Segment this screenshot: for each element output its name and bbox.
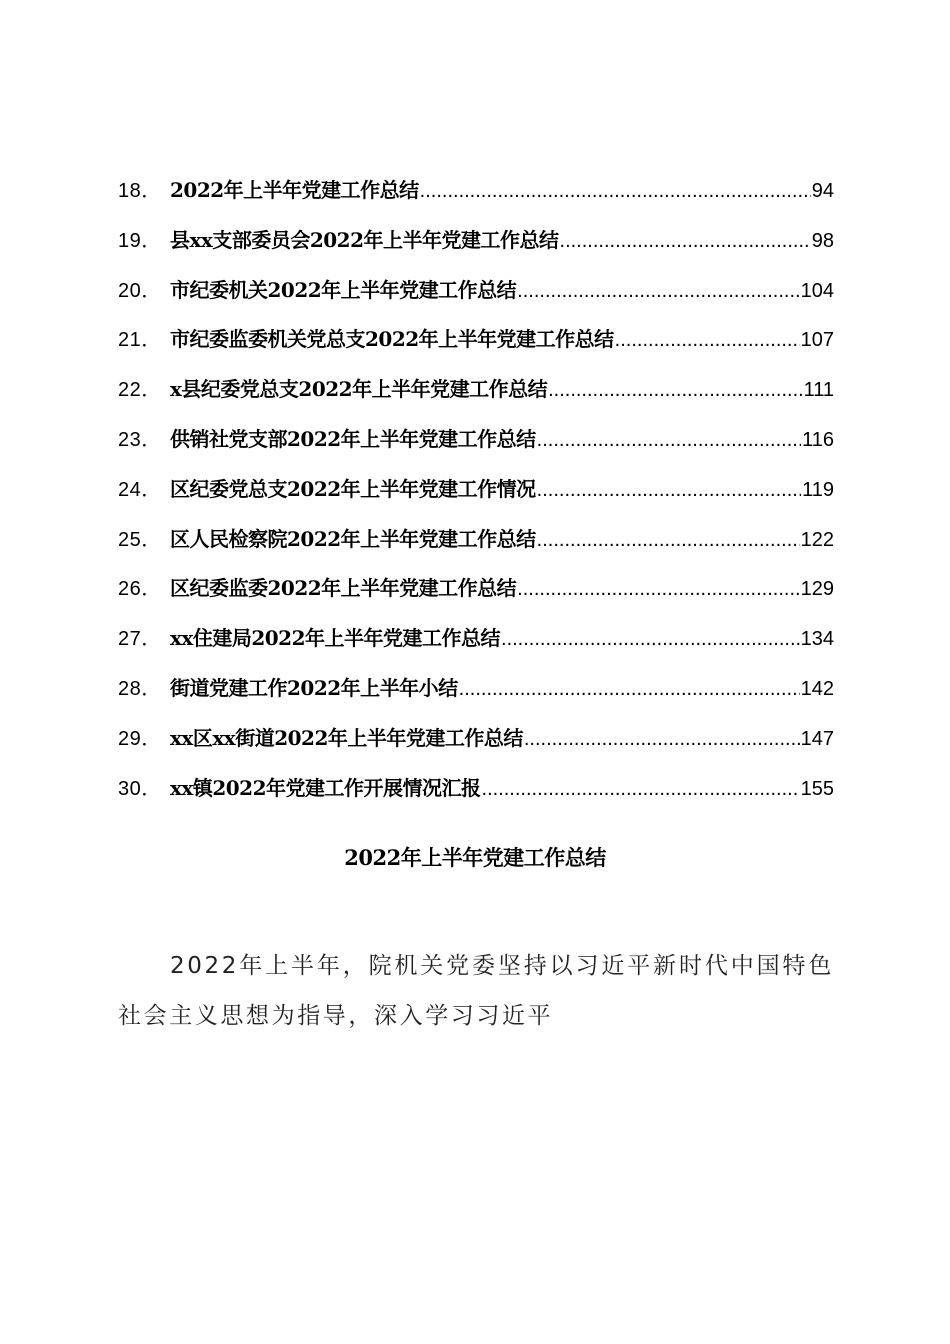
toc-entry-title: x县纪委党总支2022年上半年党建工作总结 (170, 377, 548, 402)
toc-entry-page-number: 94 (811, 180, 834, 202)
toc-entry-number: 28． (118, 677, 162, 700)
toc-entry-number: 22． (118, 379, 162, 402)
toc-entry-title: xx区xx街道2022年上半年党建工作总结 (170, 725, 523, 750)
toc-entry-page-number: 107 (800, 329, 834, 352)
toc-dot-leader (548, 366, 803, 416)
toc-dot-leader (482, 765, 800, 815)
toc-entry[interactable] (118, 216, 834, 266)
toc-entry[interactable] (118, 764, 834, 814)
toc-entry[interactable] (118, 515, 834, 565)
toc-entry-number: 27． (118, 628, 162, 651)
toc-entry-title: 县xx支部委员会2022年上半年党建工作总结 (170, 227, 559, 252)
toc-entry[interactable] (118, 415, 834, 465)
toc-entry[interactable] (118, 664, 834, 714)
toc-entry-number: 18． (118, 180, 162, 202)
toc-entry-page-number: 129 (800, 578, 834, 601)
toc-dot-leader (459, 665, 800, 715)
table-of-contents (118, 166, 834, 813)
toc-entry-page-number: 111 (803, 379, 834, 402)
toc-dot-leader (537, 466, 801, 516)
toc-entry-number: 20． (118, 279, 162, 302)
toc-entry-page-number: 119 (802, 478, 834, 501)
toc-entry-number: 19． (118, 229, 162, 252)
toc-entry-title: 供销社党支部2022年上半年党建工作总结 (170, 426, 536, 451)
toc-entry-title: xx住建局2022年上半年党建工作总结 (170, 626, 501, 651)
toc-entry-title: 区纪委监委2022年上半年党建工作总结 (170, 576, 517, 601)
toc-entry[interactable] (118, 365, 834, 415)
toc-dot-leader (420, 167, 811, 217)
toc-entry[interactable] (118, 564, 834, 614)
toc-entry-number: 26． (118, 578, 162, 601)
toc-dot-leader (517, 267, 799, 317)
toc-entry-title: 区人民检察院2022年上半年党建工作总结 (170, 526, 536, 551)
toc-entry-title: 市纪委监委机关党总支2022年上半年党建工作总结 (170, 327, 614, 352)
toc-entry-title: 街道党建工作2022年上半年小结 (170, 675, 458, 700)
toc-entry[interactable] (118, 465, 834, 515)
toc-entry-number: 30． (118, 777, 162, 800)
toc-entry-number: 25． (118, 528, 162, 551)
toc-entry[interactable] (118, 266, 834, 316)
toc-entry[interactable] (118, 166, 834, 216)
toc-entry-page-number: 134 (800, 628, 834, 651)
toc-dot-leader (537, 516, 800, 566)
toc-dot-leader (615, 316, 800, 366)
section-heading: 2022年上半年党建工作总结 (344, 845, 606, 870)
toc-entry-number: 21． (118, 329, 162, 352)
toc-dot-leader (501, 615, 800, 665)
toc-entry-number: 24． (118, 478, 162, 501)
toc-entry-title: xx镇2022年党建工作开展情况汇报 (170, 775, 481, 800)
toc-dot-leader (524, 715, 800, 765)
toc-entry-page-number: 142 (800, 677, 834, 700)
toc-entry-number: 23． (118, 428, 162, 451)
body-paragraph: 2022年上半年，院机关党委坚持以习近平新时代中国特色社会主义思想为指导，深入学习习近平 (118, 953, 834, 1029)
toc-entry-page-number: 116 (802, 428, 834, 451)
toc-dot-leader (537, 416, 801, 466)
toc-entry-page-number: 122 (800, 528, 834, 551)
toc-entry-number: 29． (118, 727, 162, 750)
toc-dot-leader (517, 565, 799, 615)
toc-entry[interactable] (118, 315, 834, 365)
toc-entry[interactable] (118, 614, 834, 664)
toc-entry-page-number: 155 (800, 777, 834, 800)
toc-entry-page-number: 98 (811, 229, 834, 252)
toc-entry-title: 区纪委党总支2022年上半年党建工作情况 (170, 476, 536, 501)
toc-dot-leader (560, 217, 811, 267)
toc-entry-page-number: 104 (800, 279, 834, 302)
toc-entry-page-number: 147 (800, 727, 834, 750)
toc-entry-title: 2022年上半年党建工作总结 (170, 178, 419, 202)
toc-entry[interactable] (118, 714, 834, 764)
toc-entry-title: 市纪委机关2022年上半年党建工作总结 (170, 277, 517, 302)
